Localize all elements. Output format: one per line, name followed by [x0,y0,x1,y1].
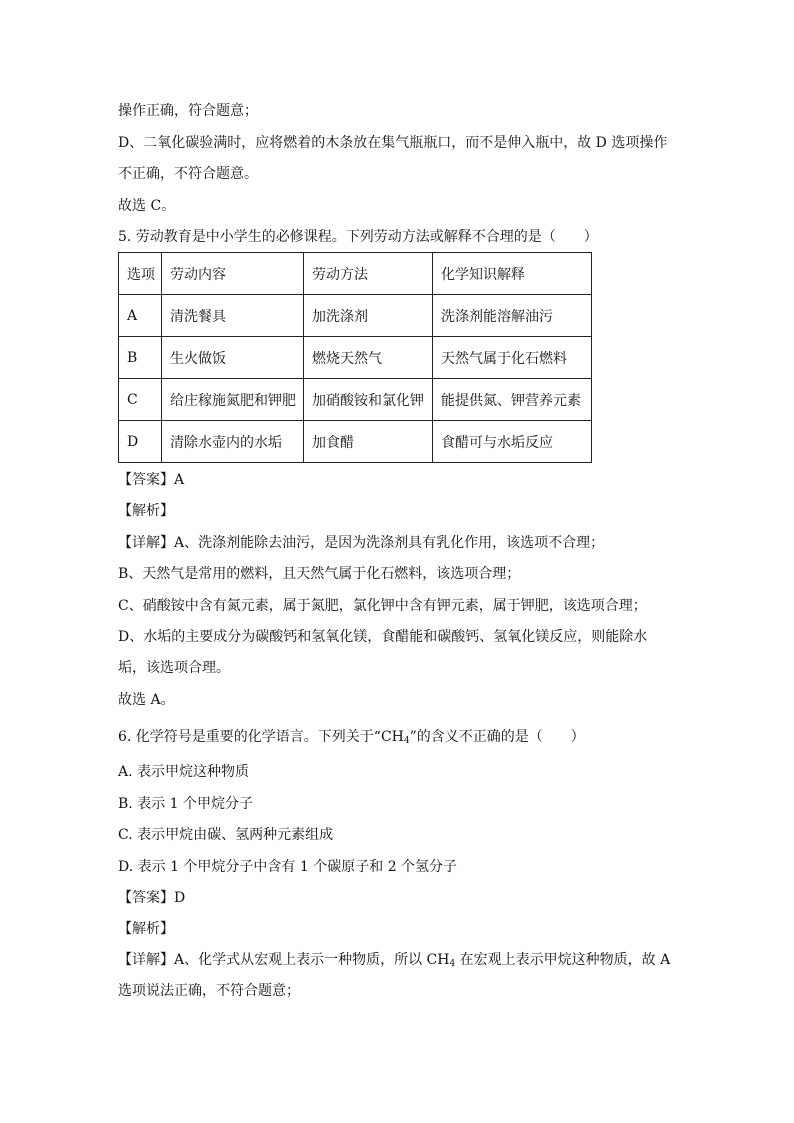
question-6-option-a: A. 表示甲烷这种物质 [118,764,250,780]
text-line: 不正确，不符合题意。 [118,166,258,182]
table-cell: 燃烧天然气 [304,337,433,379]
question-6-option-b: B. 表示 1 个甲烷分子 [118,796,253,812]
table-header-cell: 化学知识解释 [433,253,592,295]
table-cell: D [119,421,162,463]
table-header-cell: 劳动内容 [162,253,304,295]
table-cell: 加硝酸铵和氯化钾 [304,379,433,421]
text-line: D、二氧化碳验满时，应将燃着的木条放在集气瓶瓶口，而不是伸入瓶中，故 D 选项操作 [118,135,668,151]
question-6-option-c: C. 表示甲烷由碳、氢两种元素组成 [118,827,334,843]
table-cell: 清洗餐具 [162,295,304,337]
chemical-formula [381,729,410,745]
table-cell: 天然气属于化石燃料 [433,337,592,379]
table-row [119,379,592,421]
table-cell: 加食醋 [304,421,433,463]
question-5-detail-c: C、硝酸铵中含有氮元素，属于氮肥，氯化钾中含有钾元素，属于钾肥，该选项合理； [118,598,647,614]
table-header-cell: 选项 [119,253,162,295]
question-6-analysis-label: 【解析】 [118,921,174,937]
question-5-stem: 5. 劳动教育是中小学生的必修课程。下列劳动方法或解释不合理的是（ ） [118,229,598,245]
text-line: 操作正确，符合题意； [118,103,258,119]
question-6-stem [118,727,585,747]
question-5-detail-d-cont: 垢，该选项合理。 [118,660,230,676]
question-6-detail-a [118,950,670,970]
table-cell: B [119,337,162,379]
formula-main: CH [380,729,404,745]
stem-text: 6. 化学符号是重要的化学语言。下列关于“ [118,729,381,745]
question-5-table [118,252,592,463]
formula-subscript: 4 [449,959,456,969]
table-cell: 食醋可与水垢反应 [433,421,592,463]
table-row [119,421,592,463]
table-cell: 洗涤剂能溶解油污 [433,295,592,337]
table-header-cell: 劳动方法 [304,253,433,295]
text-line: 故选 C。 [118,198,176,214]
formula-subscript: 4 [403,736,410,746]
table-cell: 清除水壶内的水垢 [162,421,304,463]
table-cell: 加洗涤剂 [304,295,433,337]
question-5-detail-a: 【详解】A、洗涤剂能除去油污，是因为洗涤剂具有乳化作用，该选项不合理； [118,535,605,551]
table-cell: 给庄稼施氮肥和钾肥 [162,379,304,421]
detail-text: 在宏观上表示甲烷这种物质，故 A [455,952,671,968]
detail-text: 【详解】A、化学式从宏观上表示一种物质，所以 CH [118,952,450,968]
question-5-detail-b: B、天然气是常用的燃料，且天然气属于化石燃料，该选项合理； [118,566,521,582]
table-cell: C [119,379,162,421]
question-5-detail-d: D、水垢的主要成分为碳酸钙和氢氧化镁，食醋能和碳酸钙、氢氧化镁反应，则能除水 [118,629,648,645]
question-5-answer: 【答案】A [118,472,185,488]
table-cell: 生火做饭 [162,337,304,379]
table-cell: 能提供氮、钾营养元素 [433,379,592,421]
stem-text: ”的含义不正确的是（ ） [409,729,585,745]
table-row [119,295,592,337]
question-6-detail-a-cont: 选项说法正确，不符合题意； [118,983,300,999]
question-5-conclusion: 故选 A。 [118,692,175,708]
question-6-answer: 【答案】D [118,890,186,906]
table-header-row [119,253,592,295]
question-6-option-d: D. 表示 1 个甲烷分子中含有 1 个碳原子和 2 个氢分子 [118,859,458,875]
question-5-analysis-label: 【解析】 [118,503,174,519]
table-row [119,337,592,379]
table-cell: A [119,295,162,337]
